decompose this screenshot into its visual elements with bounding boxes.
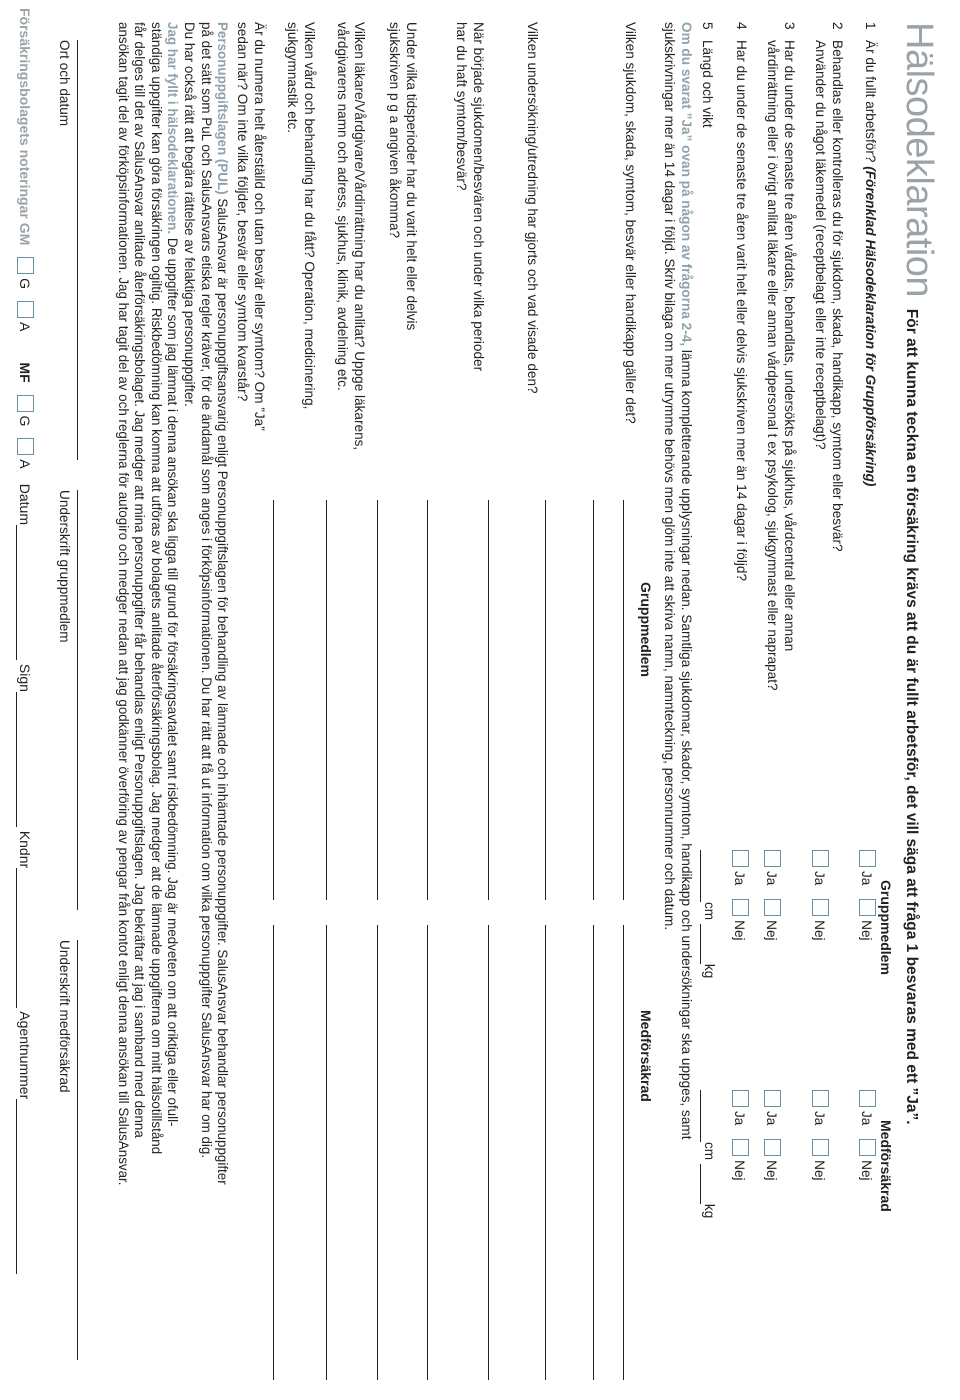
q1-member-no-checkbox[interactable] — [859, 899, 876, 916]
height-weight-co: cm kg — [700, 1090, 717, 1218]
detail-6-co-line[interactable] — [326, 925, 327, 1380]
q3-co-yes-checkbox[interactable] — [764, 1090, 781, 1107]
q2-co-answers: Ja Nej — [810, 1090, 829, 1191]
q2-member-answers: Ja Nej — [810, 850, 829, 951]
detail-1-label: Vilken sjukdom, skada, symtom, besvär eller handikapp gäller det? — [623, 22, 638, 424]
member-signature-label: Underskrift gruppmedlem — [57, 490, 72, 643]
q4-co-no-checkbox[interactable] — [732, 1139, 749, 1156]
question-1: 1Är du fullt arbetsför? (Förenklad Hälsodeklaration för Gruppförsäkring) — [863, 22, 878, 487]
co-signature-line[interactable] — [77, 940, 78, 1360]
detail-1-member-line[interactable] — [623, 500, 624, 900]
gm-a-checkbox[interactable] — [17, 301, 34, 318]
details-co-heading: Medförsäkrad — [638, 1010, 654, 1102]
q4-member-answers: Ja Nej — [730, 850, 749, 951]
agent-label: Agentnummer — [17, 1011, 33, 1100]
q1-member-yes-checkbox[interactable] — [859, 850, 876, 867]
detail-4-co-line[interactable] — [427, 925, 428, 1380]
q2-member-no-checkbox[interactable] — [812, 899, 829, 916]
page-title: Hälsodeklaration — [898, 22, 940, 298]
detail-2-label: Vilken undersökning/utredning har gjorts och vad visade den? — [525, 22, 540, 394]
question-2: 2Behandlas eller kontrolleras du för sjukdom, skada, handikapp, symtom eller besvär? Använder du något läkemedel (receptbelagt eller inte receptbelagt)? — [813, 22, 845, 552]
details-member-heading: Gruppmedlem — [638, 582, 654, 677]
detail-6-member-line[interactable] — [326, 500, 327, 900]
kndnr-label: Kndnr — [17, 830, 33, 869]
question-3: 3Har du under de senaste tre åren vårdats, behandlats, undersökts på sjukhus, vårdcentral eller annan vårdinrättning eller i övrigt anlitat läkare eller annan vårdpersonal t ex psykolog, sjukgymnast eller naprapat? — [765, 22, 797, 691]
sign-field[interactable] — [16, 692, 29, 827]
detail-5-co-line[interactable] — [377, 925, 378, 1380]
detail-6-label: Vilken vård och behandling har du fått? Operation, medicinering, sjukgymnastik etc. — [285, 22, 317, 410]
datum-label: Datum — [17, 483, 33, 525]
detail-5-member-line[interactable] — [377, 500, 378, 900]
detail-1-co-line[interactable] — [623, 925, 624, 1380]
question-4: 4Har du under de senaste tre åren varit helt eller delvis sjukskriven mer än 14 dagar i följd? — [734, 22, 749, 582]
member-signature-line[interactable] — [77, 490, 78, 910]
page-subtitle: För att kunna teckna en försäkring krävs att du är fullt arbetsför, det vill säga att fråga 1 besvaras med ett ”Ja”. — [903, 308, 920, 1125]
q3-member-answers: Ja Nej — [762, 850, 781, 951]
pul-paragraph: Personuppgiftslagen (PUL) SalusAnsvar är personuppgiftsansvarig enligt Personuppgiftslagen för behandling av lämnade och inhämtade personuppgifter. SalusAnsvar behandlar personuppgifter på det sätt som PuL och SalusAnsvars etiska regler kräver, för de ändamål som anges i förköpsinformationen. Du har rätt att få ut information om vilka personuppgifter SalusAnsvar har om dig. Du har också rätt att begära rättelse av felaktiga personuppgifter. — [182, 22, 230, 1185]
mf-g-checkbox[interactable] — [17, 395, 34, 412]
detail-4-member-line[interactable] — [427, 500, 428, 900]
detail-3-member-line[interactable] — [488, 500, 489, 900]
detail-3-co-line[interactable] — [488, 925, 489, 1380]
detail-4-label: Under vilka tidsperioder har du varit helt eller delvis sjukskriven p g a angiven åkomma? — [387, 22, 419, 331]
office-notes-label: Försäkringsbolagets noteringar GM — [17, 8, 33, 246]
detail-1-member-line-2[interactable] — [593, 500, 594, 900]
question-5: 5Längd och vikt — [700, 22, 715, 128]
q4-member-yes-checkbox[interactable] — [732, 850, 749, 867]
followup-instructions: Om du svarat ”Ja” ovan på någon av frågorna 2-4, lämna kompletterande upplysningar nedan. Samtliga sjukdomar, skador, symtom, handikapp och undersökningar ska uppges, samt sjukskrivningar mer än 14 dagar i följd. Skriv bilaga om mer utrymme behövs men glöm inte att skriva namn, namnteckning, personnummer och datum. — [662, 22, 694, 1140]
column-member: Gruppmedlem — [878, 880, 894, 975]
header — [896, 22, 942, 1392]
member-weight-field[interactable] — [700, 924, 713, 964]
place-date-line[interactable] — [77, 40, 78, 460]
mf-label: MF — [17, 362, 33, 383]
office-notes-row: Försäkringsbolagets noteringar GM G A MF G A Datum Sign Kndnr Agentnummer — [16, 8, 34, 1393]
q2-member-yes-checkbox[interactable] — [812, 850, 829, 867]
co-weight-field[interactable] — [700, 1164, 713, 1204]
gm-g-checkbox[interactable] — [17, 257, 34, 274]
q2-co-yes-checkbox[interactable] — [812, 1090, 829, 1107]
q1-co-no-checkbox[interactable] — [859, 1139, 876, 1156]
q1-co-yes-checkbox[interactable] — [859, 1090, 876, 1107]
q4-member-no-checkbox[interactable] — [732, 899, 749, 916]
q2-co-no-checkbox[interactable] — [812, 1139, 829, 1156]
detail-7-member-line[interactable] — [273, 500, 274, 900]
datum-field[interactable] — [16, 525, 29, 660]
co-height-field[interactable] — [700, 1090, 713, 1142]
place-date-label: Ort och datum — [57, 40, 72, 127]
q3-member-yes-checkbox[interactable] — [764, 850, 781, 867]
detail-2-co-line[interactable] — [545, 925, 546, 1380]
height-weight-member: cm kg — [700, 850, 717, 978]
detail-3-label: När började sjukdomen/besvären och under vilka perioder har du haft symtom/besvär? — [454, 22, 486, 372]
detail-5-label: Vilken läkare/Vårdgivare/Vårdinrättning har du anlitat? Uppge läkarens, vårdgivarens namn och adress, sjukhus, klinik, avdelning etc. — [335, 22, 367, 451]
q4-co-yes-checkbox[interactable] — [732, 1090, 749, 1107]
agent-field[interactable] — [16, 1099, 29, 1274]
q3-co-no-checkbox[interactable] — [764, 1139, 781, 1156]
column-co-insured: Medförsäkrad — [878, 1120, 894, 1212]
detail-7-co-line[interactable] — [273, 925, 274, 1380]
mf-a-checkbox[interactable] — [17, 438, 34, 455]
co-signature-label: Underskrift medförsäkrad — [57, 940, 72, 1093]
kndnr-field[interactable] — [16, 868, 29, 1008]
q3-member-no-checkbox[interactable] — [764, 899, 781, 916]
q4-co-answers: Ja Nej — [730, 1090, 749, 1191]
q1-member-answers: Ja Nej — [857, 850, 876, 951]
consent-paragraph: Jag har fyllt i hälsodeklarationen. De uppgifter som jag lämnat i denna ansökan ska ligga till grund för försäkringsavtalet samt riskbedömning. Jag är medveten om att oriktiga eller ofull- ständiga uppgifter kan göra försäkringen ogiltig. Riskbedömning kan komma att utföras av bolagets anlitade återförsäkringsbolag. Jag medger att de lämnade uppgifterna om mitt hälsotillstånd får delges till det av SalusAnsvar anlitade återförsäkringsbolaget. Jag medger att mina personuppgifter får behandlas enligt Personuppgiftslagen. Jag bekräftar att jag i samband med denna ansökan tagit del av förköpsinformationen. Jag har tagit del av och reglerna för autogiro och medger nedan att jag godkänner överföring av pengar från kontot enligt denna ansökan till SalusAnsvar. — [115, 22, 180, 1186]
sign-label: Sign — [17, 663, 33, 692]
detail-7-label: Är du numera helt återställd och utan besvär eller symtom? Om ”Ja” sedan när? Om inte vilka följder, besvär eller symtom kvarstår? — [235, 22, 267, 431]
q3-co-answers: Ja Nej — [762, 1090, 781, 1191]
detail-2-member-line[interactable] — [545, 500, 546, 900]
member-height-field[interactable] — [700, 850, 713, 902]
detail-1-co-line-2[interactable] — [593, 925, 594, 1380]
q1-co-answers: Ja Nej — [857, 1090, 876, 1191]
